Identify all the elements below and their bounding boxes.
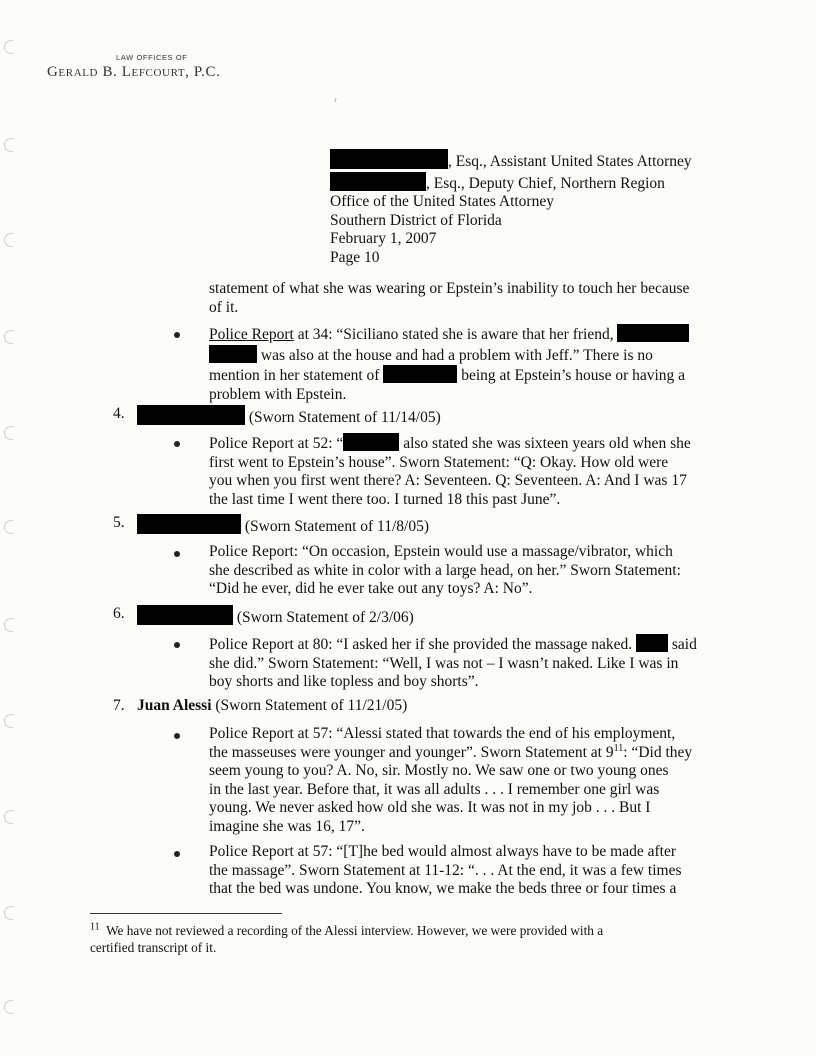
continuation-paragraph: statement of what she was wearing or Epstein’s inability to touch her because of it. xyxy=(209,280,690,316)
scan-mark xyxy=(4,138,13,152)
bullet-police-report-57-alessi: Police Report at 57: “Alessi stated that towards the end of his employment, the masseuses were younger and younger”. Sworn Statement at $9^{11}$: “Did they seem young to you? A. No, sir. Mostly no. We saw one or two young ones in the last year. Before that, it was all adults . . . I remember one girl was young. We never asked how old she was. It was not in my job . . . But I imagine she was 16, 17”. xyxy=(209,725,693,835)
scan-mark xyxy=(4,520,13,534)
redaction-box xyxy=(343,433,399,451)
bullet-police-report-57-bed: Police Report at 57: “[T]he bed would almost always have to be made after the massage”. Sworn Statement at 11-12: “. . . At the end, it was a few times that the bed was undone. You know, we make the beds three or four times a xyxy=(209,843,682,898)
item-number-6: 6. xyxy=(113,605,125,622)
scan-mark xyxy=(4,618,13,632)
bullet-marker xyxy=(174,851,180,857)
bullet-police-report-80: Police Report at 80: “I asked her if she provided the massage naked. said she did.” Sworn Statement: “Well, I was not – I wasn’t naked. Like I was in boy shorts and like topless and boy shorts”. xyxy=(209,636,697,691)
item-number-5: 5. xyxy=(113,514,125,531)
redaction-box xyxy=(330,172,426,191)
bullet-police-report-52: Police Report at 52: “ also stated she was sixteen years old when she first went to Epstein’s house”. Sworn Statement: “Q: Okay. How old were you when you first went there? A: Seventeen. Q: Seventeen. A: And I was 17 the last time I went there too. I turned 18 this past June”. xyxy=(209,435,691,508)
bullet-marker xyxy=(174,551,180,557)
bullet-marker xyxy=(174,332,180,338)
item-6-heading: (Sworn Statement of 2/3/06) xyxy=(137,605,414,628)
scan-mark xyxy=(4,906,13,920)
address-line-4: Southern District of Florida xyxy=(330,211,502,229)
address-line-2: , Esq., Deputy Chief, Northern Region xyxy=(330,172,692,194)
bullet-police-report-34: Police Report at 34: “Siciliano stated she is aware that her friend, was also at the house and had a problem with Jeff.” There is no mention in her statement of being at Epstein’s house or having a problem with Epstein. xyxy=(209,324,723,404)
item-number-7: 7. xyxy=(113,697,125,714)
scan-mark xyxy=(4,714,13,728)
footnote: $^{11}$ We have not reviewed a recording of the Alessi interview. However, we were provided with a certified transcript of it. xyxy=(90,921,604,955)
redaction-box xyxy=(209,345,257,363)
redaction-box xyxy=(636,634,668,652)
letterhead-caption: LAW OFFICES OF xyxy=(116,53,188,62)
letter-date: February 1, 2007 xyxy=(330,230,437,248)
letterhead-firm-name: Gerald B. Lefcourt, P.C. xyxy=(47,64,221,80)
item-number-4: 4. xyxy=(113,405,125,422)
page-number: Page 10 xyxy=(330,248,380,266)
scan-mark xyxy=(4,40,13,54)
scan-mark xyxy=(4,1000,13,1014)
scan-mark xyxy=(4,330,13,344)
scan-mark xyxy=(4,426,13,440)
item-5-heading: (Sworn Statement of 11/8/05) xyxy=(137,514,429,537)
scan-speck xyxy=(334,98,336,102)
redaction-box xyxy=(137,514,241,534)
footnote-divider xyxy=(90,913,282,914)
footnote-marker: 11 xyxy=(90,921,100,933)
footnote-ref: 11 xyxy=(613,742,624,754)
redaction-box xyxy=(137,405,245,425)
address-line-3: Office of the United States Attorney xyxy=(330,193,554,211)
item-7-heading: Juan Alessi (Sworn Statement of 11/21/05) xyxy=(137,697,408,714)
scan-mark xyxy=(4,233,13,247)
scan-mark xyxy=(4,810,13,824)
bullet-marker xyxy=(174,441,180,447)
bullet-police-report-vibrator: Police Report: “On occasion, Epstein would use a massage/vibrator, which she described as white in color with a large head, on her.” Sworn Statement: “Did he ever, did he ever take out any toys? A: No”. xyxy=(209,543,681,598)
bullet-marker xyxy=(174,642,180,648)
redaction-box xyxy=(137,605,233,625)
bullet-marker xyxy=(174,733,180,739)
item-4-heading: (Sworn Statement of 11/14/05) xyxy=(137,405,441,428)
address-block xyxy=(330,149,692,268)
address-line-1: , Esq., Assistant United States Attorney xyxy=(330,149,692,172)
redaction-box xyxy=(330,149,448,169)
redaction-box xyxy=(383,365,457,383)
redaction-box xyxy=(617,324,689,342)
